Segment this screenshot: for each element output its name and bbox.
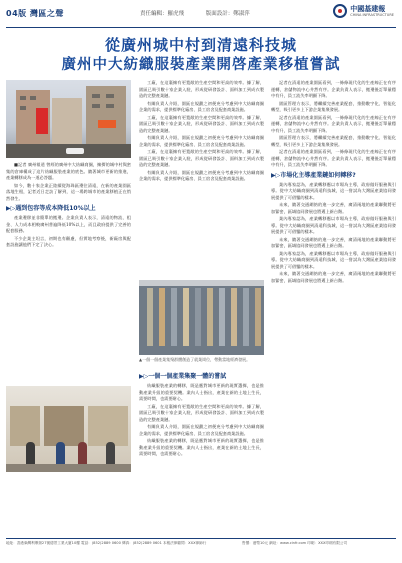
page-label: 04版 灣區之聲 (6, 9, 64, 18)
paragraph: 業內專家認為，產業轉移應以市場為主導，政府做好服務與引導。從中大紡織商圈到清遠科技城，這一嘗試為大灣區產業協同發展提供了可借鑒的樣本。 (271, 181, 396, 200)
logo-icon (333, 4, 347, 18)
header-rule (6, 27, 396, 28)
paragraph: 工廠，在這裏擁有更寬敞的生產空間和更高的效率。據了解，園區已吸引數十家企業入駐，形成從研發設計、面料加工到成衣製造的完整產業鏈。 (139, 403, 264, 422)
paragraph: 不少企業主坦言，初期也有顧慮，但實地考察後，新廠房與配套設施讓他們下定了決心。 (6, 235, 131, 247)
article-column-2b (139, 370, 264, 535)
header-credits (140, 9, 270, 17)
editor-credit: 責任編輯：羅虎飛 (140, 11, 185, 17)
article-column-2 (139, 80, 264, 276)
paragraph: 未來，隨著交通網絡的進一步完善，廣清兩地的產業聯動將更加緊密，區域協同發展也將邁上新台階。 (271, 202, 396, 214)
article-title-line1: 從廣州城中村到清遠科技城 (104, 36, 297, 54)
footer-rule (6, 538, 396, 539)
logo-en: CHINA INFRASTRUCTURE (350, 12, 394, 17)
paragraph: 業內專家認為，產業轉移應以市場為主導，政府做好服務與引導。從中大紡織商圈到清遠科技城，這一嘗試為大灣區產業協同發展提供了可借鑒的樣本。 (271, 216, 396, 234)
paragraph: 園區管理方表示，將繼續完善產業配套，推動數字化、智能化轉型，吸引更多上下游企業集聚發展。 (271, 135, 396, 147)
footer-address: 地址：香港柴灣利眾街27號德景工業大廈10樓 電話：(852)2889 0600 傳真：(852)2889 0601 本報法律顧問：XXX律師行 (6, 541, 207, 545)
subheading-1: ▶▷遇到包容等成本降低10%以上 (6, 205, 96, 212)
article-title-line2: 廣州中大紡織服裝產業開啓產業移植嘗試 (61, 57, 341, 73)
street-photo (6, 80, 131, 158)
paragraph: 有關負責人介紹，園區在規劃之初便充分考慮到中大紡織商圈企業的需求，提供標準化廠房、員工宿舍及配套商業設施。 (139, 169, 264, 181)
paragraph: 有關負責人介紹，園區在規劃之初便充分考慮到中大紡織商圈企業的需求，提供標準化廠房、員工宿舍及配套商業設施。 (139, 135, 264, 147)
paragraph: 未來，隨著交通網絡的進一步完善，廣清兩地的產業聯動將更加緊密，區域協同發展也將邁上新台階。 (271, 271, 396, 283)
paragraph: 如今，數十家企業正陸續從海珠區遷往清遠，在新的產業園區落地生根，記者近日走訪了解到，這一場跨城市的產業移植正在悄然發生。 (6, 182, 131, 201)
paragraph: 記者在清遠的產業園區看到，一條條現代化的生產線正在有序運轉，倉儲物流中心井然有序。企業負責人表示，搬遷後訂單量穩中有升，員工流失率明顯下降。 (271, 149, 396, 167)
photo-caption: ▲一個一個產業集聚群體創造了就業崗位，帶動當地經濟發展。 (139, 357, 251, 362)
paragraph: 紡織服裝產業的轉移，既是應對城市更新的現實選擇，也是推動產業升級的重要契機。業內人士指出，產業在新的土地上生長，需要時間，也需要耐心。 (139, 383, 264, 401)
footer-info: 售價：港幣10元 網址：www.cinfr.com 印刷：XXX印刷有限公司 (242, 541, 348, 545)
article-column-3 (271, 80, 396, 535)
paragraph: 未來，隨著交通網絡的進一步完善，廣清兩地的產業聯動將更加緊密，區域協同發展也將邁上新台階。 (271, 236, 396, 248)
paragraph: 產業遷移並非簡單的搬遷。企業負責人表示，清遠的物流、租金、人力成本相較廣州普遍降低10%以上，而且政府提供了完善的配套服務。 (6, 215, 131, 233)
logo-cn: 中國基建報 (350, 4, 386, 13)
paragraph: ■記者 廣州報道 曾經的廣州中大紡織商圈，擁擠的城中村與密集的倉庫構成了這片紡織服裝產業的底色。隨著城市更新的推進，產業轉移成為一道必答題。 (6, 162, 131, 180)
paragraph: 園區管理方表示，將繼續完善產業配套，推動數字化、智能化轉型，吸引更多上下游企業集聚發展。 (271, 100, 396, 112)
paragraph: 有關負責人介紹，園區在規劃之初便充分考慮到中大紡織商圈企業的需求，提供標準化廠房、員工宿舍及配套商業設施。 (139, 424, 264, 436)
paragraph: 紡織服裝產業的轉移，既是應對城市更新的現實選擇，也是推動產業升級的重要契機。業內人士指出，產業在新的土地上生長，需要時間，也需要耐心。 (139, 438, 264, 456)
factory-photo (139, 280, 264, 355)
page-header (0, 0, 402, 30)
market-photo (6, 386, 131, 472)
designer-credit: 版面設計：鄭淑萍 (205, 11, 250, 17)
subheading-3: ▶▷市場化主導產業鏈如何轉移? (271, 171, 356, 179)
paragraph: 工廠，在這裏擁有更寬敞的生產空間和更高的效率。據了解，園區已吸引數十家企業入駐，形成從研發設計、面料加工到成衣製造的完整產業鏈。 (139, 114, 264, 133)
paragraph: 記者在清遠的產業園區看到，一條條現代化的生產線正在有序運轉，倉儲物流中心井然有序。企業負責人表示，搬遷後訂單量穩中有升，員工流失率明顯下降。 (271, 80, 396, 98)
article-column-1 (6, 162, 131, 384)
logo-text (350, 5, 394, 18)
paragraph: 工廠，在這裏擁有更寬敞的生產空間和更高的效率。據了解，園區已吸引數十家企業入駐，形成從研發設計、面料加工到成衣製造的完整產業鏈。 (139, 149, 264, 167)
paragraph: 有關負責人介紹，園區在規劃之初便充分考慮到中大紡織商圈企業的需求，提供標準化廠房、員工宿舍及配套商業設施。 (139, 100, 264, 112)
paragraph: 工廠，在這裏擁有更寬敞的生產空間和更高的效率。據了解，園區已吸引數十家企業入駐，形成從研發設計、面料加工到成衣製造的完整產業鏈。 (139, 80, 264, 98)
paragraph: 記者在清遠的產業園區看到，一條條現代化的生產線正在有序運轉，倉儲物流中心井然有序。企業負責人表示，搬遷後訂單量穩中有升，員工流失率明顯下降。 (271, 114, 396, 133)
newspaper-logo (333, 4, 394, 18)
paragraph: 業內專家認為，產業轉移應以市場為主導，政府做好服務與引導。從中大紡織商圈到清遠科技城，這一嘗試為大灣區產業協同發展提供了可借鑒的樣本。 (271, 250, 396, 269)
subheading-2: ▶▷一個一個產業集聚一體的嘗試 (139, 373, 227, 380)
